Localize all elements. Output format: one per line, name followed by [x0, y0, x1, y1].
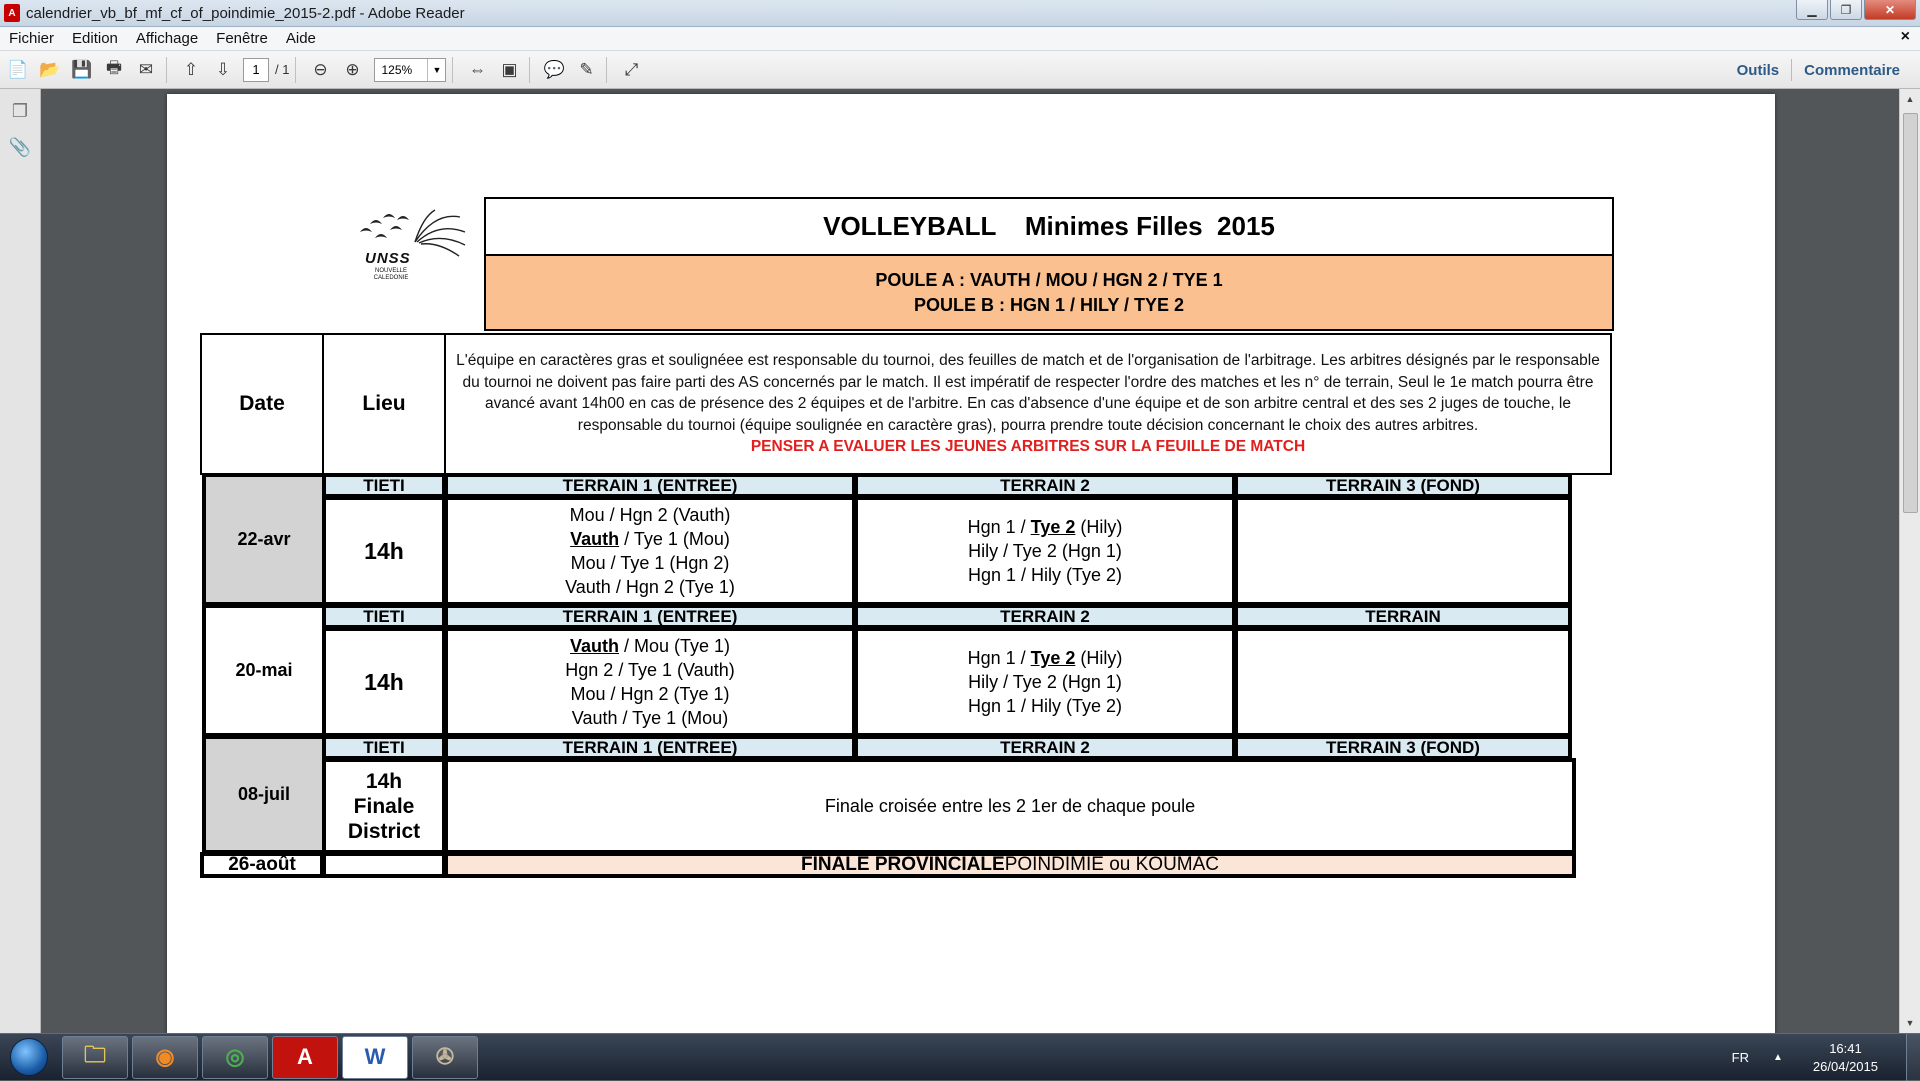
start-button[interactable] — [0, 1034, 58, 1081]
attachment-icon[interactable]: 📎 — [8, 136, 32, 157]
terrain-3-header: TERRAIN 3 (FOND) — [1234, 473, 1572, 498]
final-provincial-text: FINALE PROVINCIALE POINDIMIE ou KOUMAC — [444, 852, 1576, 878]
system-tray — [1732, 1034, 1920, 1081]
round-date: 22-avr — [202, 473, 326, 606]
window-titlebar — [0, 0, 1920, 27]
toolbar — [0, 51, 1920, 89]
windows-orb-icon — [10, 1038, 48, 1076]
save-icon[interactable]: 💾 — [71, 59, 93, 79]
chrome-icon[interactable]: ◎ — [202, 1036, 268, 1079]
scroll-up-icon[interactable]: ▲ — [1905, 94, 1915, 104]
table-row — [324, 629, 1614, 737]
header-lieu: Lieu — [322, 333, 446, 475]
match-line: Vauth / Hgn 2 (Tye 1) — [565, 577, 735, 597]
table-row — [202, 854, 1614, 878]
fullscreen-icon[interactable]: ⤢ — [624, 59, 639, 79]
final-district-text: Finale croisée entre les 2 1er de chaque poule — [444, 758, 1576, 854]
zoom-out-icon[interactable]: ⊖ — [313, 59, 328, 79]
round-block — [202, 737, 1614, 854]
pdf-page — [167, 94, 1775, 1033]
round-body — [324, 606, 1614, 737]
menu-bar — [0, 27, 1920, 51]
clock-date: 26/04/2015 — [1812, 1058, 1878, 1074]
round-block — [202, 606, 1614, 737]
fit-page-icon[interactable]: ▣ — [501, 59, 518, 79]
match-line: Hgn 1 / Tye 2 (Hily) — [967, 517, 1123, 537]
close-button[interactable]: ✕ — [1864, 0, 1916, 20]
toolbar-separator — [529, 57, 530, 83]
info-text: L'équipe en caractères gras et soulignéee est responsable du tournoi, des feuilles de match et de l'organisation de l'arbitrage. Les arbitres désignés par le responsable du tournoi ne doivent pas faire parti des AS concernés par le match. Il est impératif de respecter l'ordre des matches et les n° de terrain, Seul le 1e match pourra être avancé avant 14h00 en cas de présence des 2 équipes et de l'arbitre. En cas d'absence d'une équipe et de son arbitre central et des ses 2 juges de touche, le responsable du tournoi (équipe soulignée en caractère gras), pourra prendre toute décision concernant le choix des autres arbitres. — [456, 352, 1600, 434]
close-document-icon[interactable]: × — [1900, 28, 1910, 45]
match-line: Hgn 1 / Tye 2 (Hily) — [967, 648, 1123, 668]
terrain-3-matches — [1234, 627, 1572, 737]
table-row — [324, 760, 1614, 854]
toolbar-separator — [166, 57, 167, 83]
adobe-reader-icon: A — [4, 4, 20, 22]
zoom-select[interactable] — [374, 58, 446, 82]
document-title: VOLLEYBALL Minimes Filles 2015 — [486, 199, 1612, 256]
window-controls — [1796, 0, 1916, 20]
highlight-icon[interactable]: ✎ — [579, 59, 594, 79]
lieu-cell: TIETI — [322, 735, 446, 760]
acrobat-icon[interactable]: A — [272, 1036, 338, 1079]
toolbar-separator — [606, 57, 607, 83]
toolbar-separator — [452, 57, 453, 83]
match-line: Hily / Tye 2 (Hgn 1) — [968, 672, 1122, 692]
terrain-3-header: TERRAIN — [1234, 604, 1572, 629]
match-line: Hgn 1 / Hily (Tye 2) — [967, 565, 1123, 585]
poules-box — [486, 256, 1612, 329]
terrain-1-header: TERRAIN 1 (ENTREE) — [444, 604, 856, 629]
info-red-text: PENSER A EVALUER LES JEUNES ARBITRES SUR LA FEUILLE DE MATCH — [750, 438, 1306, 456]
header-date: Date — [200, 333, 324, 475]
language-indicator[interactable]: FR — [1731, 1050, 1750, 1065]
terrain-2-header: TERRAIN 2 — [854, 604, 1236, 629]
terrain-2-header: TERRAIN 2 — [854, 473, 1236, 498]
round-body — [324, 475, 1614, 606]
logo-name: UNSS — [365, 250, 411, 267]
terrain-2-header: TERRAIN 2 — [854, 735, 1236, 760]
previous-page-icon[interactable]: ⇧ — [183, 59, 199, 79]
show-hidden-icons-icon[interactable]: ▲ — [1773, 1052, 1783, 1063]
page-number-input[interactable]: 1 — [243, 58, 269, 82]
menu-affichage[interactable]: Affichage — [135, 30, 199, 47]
info-cell — [444, 333, 1612, 475]
clock-time: 16:41 — [1829, 1040, 1862, 1056]
match-line: Vauth / Mou (Tye 1) — [569, 636, 731, 656]
match-line: Vauth / Tye 1 (Mou) — [571, 708, 729, 728]
time-cell: 14h — [322, 496, 446, 606]
chevron-down-icon[interactable]: ▼ — [427, 59, 445, 81]
terrain-1-matches — [444, 496, 856, 606]
terrain-3-header: TERRAIN 3 (FOND) — [1234, 735, 1572, 760]
gimp-icon[interactable]: ✇ — [412, 1036, 478, 1079]
terrain-2-matches — [854, 496, 1236, 606]
match-line: Vauth / Tye 1 (Mou) — [570, 529, 730, 549]
terrain-1-matches — [444, 627, 856, 737]
document-area — [42, 89, 1899, 1033]
scroll-thumb[interactable] — [1903, 113, 1918, 513]
info-text-wrap — [446, 346, 1610, 462]
schedule-table — [202, 335, 1614, 878]
terrain-1-header: TERRAIN 1 (ENTREE) — [444, 473, 856, 498]
maximize-button[interactable]: ❐ — [1830, 0, 1862, 20]
table-row — [324, 498, 1614, 606]
open-file-icon[interactable]: 📂 — [39, 59, 61, 79]
vertical-scrollbar[interactable] — [1899, 89, 1920, 1033]
round-block — [202, 475, 1614, 606]
taskbar — [0, 1033, 1920, 1080]
clock[interactable] — [1813, 1040, 1878, 1076]
poule-b: POULE B : HGN 1 / HILY / TYE 2 — [913, 294, 1185, 315]
poule-a: POULE A : VAUTH / MOU / HGN 2 / TYE 1 — [875, 269, 1223, 290]
next-page-icon[interactable]: ⇩ — [215, 59, 231, 79]
menu-aide[interactable]: Aide — [285, 30, 316, 47]
final-provincial-date: 26-août — [200, 852, 324, 878]
logo-subtitle: NOUVELLE CALEDONIE — [373, 268, 409, 281]
time-cell: 14h — [322, 627, 446, 737]
zoom-value: 125% — [381, 62, 413, 77]
unss-logo — [355, 202, 475, 297]
explorer-icon[interactable]: 🗀 — [62, 1036, 128, 1079]
match-line: Mou / Tye 1 (Hgn 2) — [570, 553, 730, 573]
match-line: Hgn 2 / Tye 1 (Vauth) — [565, 660, 735, 680]
pages-icon[interactable]: ❐ — [11, 100, 29, 121]
zoom-in-icon[interactable]: ⊕ — [345, 59, 360, 79]
round-body — [324, 737, 1614, 854]
match-line: Mou / Hgn 2 (Tye 1) — [570, 684, 730, 704]
navigation-panel — [0, 89, 41, 1033]
menu-fenetre[interactable]: Fenêtre — [216, 30, 268, 47]
terrain-1-header: TERRAIN 1 (ENTREE) — [444, 735, 856, 760]
match-line: Hily / Tye 2 (Hgn 1) — [968, 541, 1122, 561]
window-title: calendrier_vb_bf_mf_cf_of_poindimie_2015-2.pdf - Adobe Reader — [26, 4, 465, 22]
minimize-button[interactable]: ▁ — [1796, 0, 1828, 20]
toolbar-separator — [295, 57, 296, 83]
time-cell: 14h Finale District — [322, 758, 446, 854]
table-header-row — [202, 335, 1614, 475]
scroll-down-icon[interactable]: ▼ — [1905, 1018, 1915, 1028]
round-date: 20-mai — [202, 604, 326, 737]
terrain-3-matches — [1234, 496, 1572, 606]
toolbar-right-links — [1725, 51, 1912, 89]
menu-fichier[interactable]: Fichier — [9, 30, 55, 47]
email-icon[interactable]: ✉ — [138, 59, 154, 79]
comment-link[interactable]: Commentaire — [1804, 61, 1900, 79]
menu-edition[interactable]: Edition — [72, 30, 118, 47]
lieu-cell: TIETI — [322, 604, 446, 629]
print-icon[interactable]: 🖶 — [105, 58, 123, 77]
round-date: 08-juil — [202, 735, 326, 854]
word-icon[interactable]: W — [342, 1036, 408, 1079]
final-provincial-lieu — [322, 852, 446, 878]
match-line: Hgn 1 / Hily (Tye 2) — [967, 696, 1123, 716]
table-row — [324, 606, 1614, 629]
create-pdf-icon[interactable]: 📄 — [7, 59, 29, 79]
terrain-2-matches — [854, 627, 1236, 737]
page-total: / 1 — [275, 62, 290, 77]
lieu-cell: TIETI — [322, 473, 446, 498]
comment-icon[interactable]: 💬 — [543, 59, 566, 79]
header-table — [484, 197, 1614, 331]
match-line: Mou / Hgn 2 (Vauth) — [569, 505, 731, 525]
firefox-icon[interactable]: ◉ — [132, 1036, 198, 1079]
fit-width-icon[interactable]: ⇔ — [468, 59, 486, 79]
table-row — [324, 475, 1614, 498]
show-desktop-button[interactable] — [1906, 1034, 1920, 1081]
table-row — [324, 737, 1614, 760]
tools-link[interactable]: Outils — [1736, 61, 1780, 79]
